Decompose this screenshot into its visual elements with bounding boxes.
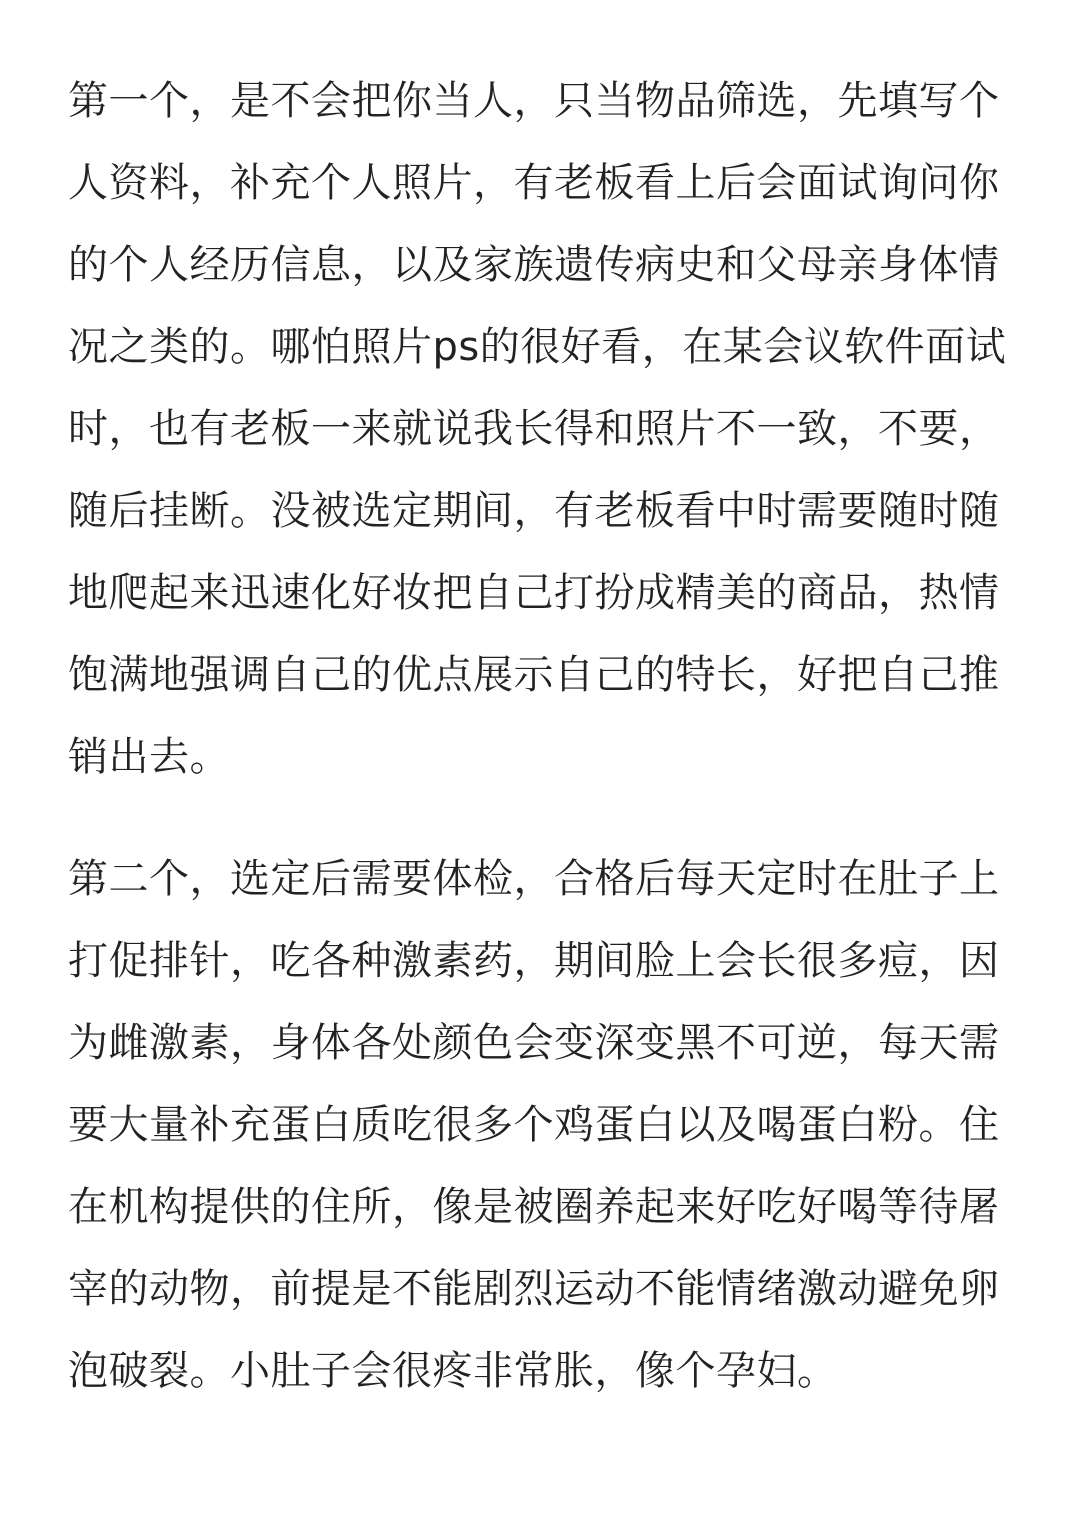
article-body xyxy=(68,60,1012,1452)
paragraph-1: 第一个，是不会把你当人，只当物品筛选，先填写个人资料，补充个人照片，有老板看上后会面试询问你的个人经历信息，以及家族遗传病史和父母亲身体情况之类的。哪怕照片ps的很好看，在某会议软件面试时，也有老板一来就说我长得和照片不一致，不要，随后挂断。没被选定期间，有老板看中时需要随时随地爬起来迅速化好妆把自己打扮成精美的商品，热情饱满地强调自己的优点展示自己的特长，好把自己推销出去。 xyxy=(68,78,1007,780)
paragraph-2: 第二个，选定后需要体检，合格后每天定时在肚子上打促排针，吃各种激素药，期间脸上会长很多痘，因为雌激素，身体各处颜色会变深变黑不可逆，每天需要大量补充蛋白质吃很多个鸡蛋白以及喝蛋白粉。住在机构提供的住所，像是被圈养起来好吃好喝等待屠宰的动物，前提是不能剧烈运动不能情绪激动避免卵泡破裂。小肚子会很疼非常胀，像个孕妇。 xyxy=(68,856,1000,1394)
